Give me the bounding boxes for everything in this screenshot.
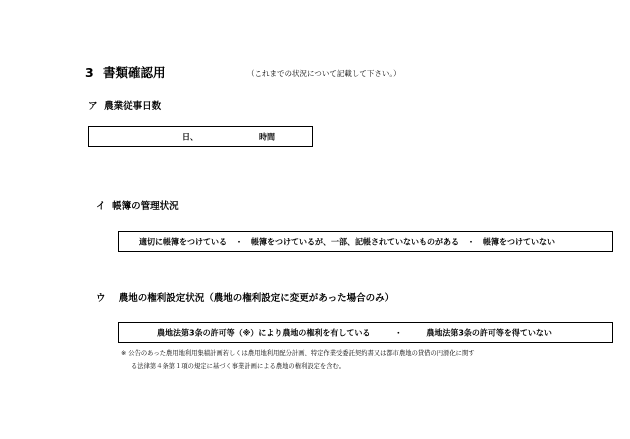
item-u-heading: 農地の権利設定状況（農地の権利設定に変更があった場合のみ）	[118, 293, 395, 304]
section-number: 3	[85, 65, 94, 80]
days-unit-label: 日、	[182, 132, 198, 141]
item-a-heading: 農業従事日数	[104, 101, 162, 112]
item-a-mark: ア	[88, 101, 98, 112]
farming-days-box	[88, 126, 313, 147]
land-rights-options-box	[118, 322, 613, 343]
item-i-heading: 帳簿の管理状況	[112, 201, 179, 212]
farming-days-heading	[88, 98, 161, 112]
land-rights-heading	[96, 290, 394, 304]
section-note: （これまでの状況について記載して下さい。）	[247, 69, 401, 78]
hours-unit-label: 時間	[259, 132, 275, 141]
ledger-options: 適切に帳簿をつけている ・ 帳簿をつけているが、一部、記帳されていないものがある ・ 帳簿をつけていない	[139, 237, 555, 246]
footnote-line-1: ※ 公告のあった農用地利用集積計画若しくは農用地利用配分計画、特定作業受委託契約書又は都市農地の貸借の円滑化に関す	[121, 350, 475, 357]
item-u-mark: ウ	[96, 293, 106, 304]
footnote-line-2: る法律第４条第１項の規定に基づく事業計画による農地の権利設定を含む。	[131, 363, 346, 370]
land-rights-options: 農地法第3条の許可等（※）により農地の権利を有している ・ 農地法第3条の許可等を得ていない	[157, 328, 552, 337]
section-title-text: 書類確認用	[103, 65, 166, 80]
section-title	[85, 63, 166, 81]
ledger-heading	[96, 198, 179, 212]
item-i-mark: イ	[96, 201, 106, 212]
ledger-options-box	[118, 231, 613, 252]
